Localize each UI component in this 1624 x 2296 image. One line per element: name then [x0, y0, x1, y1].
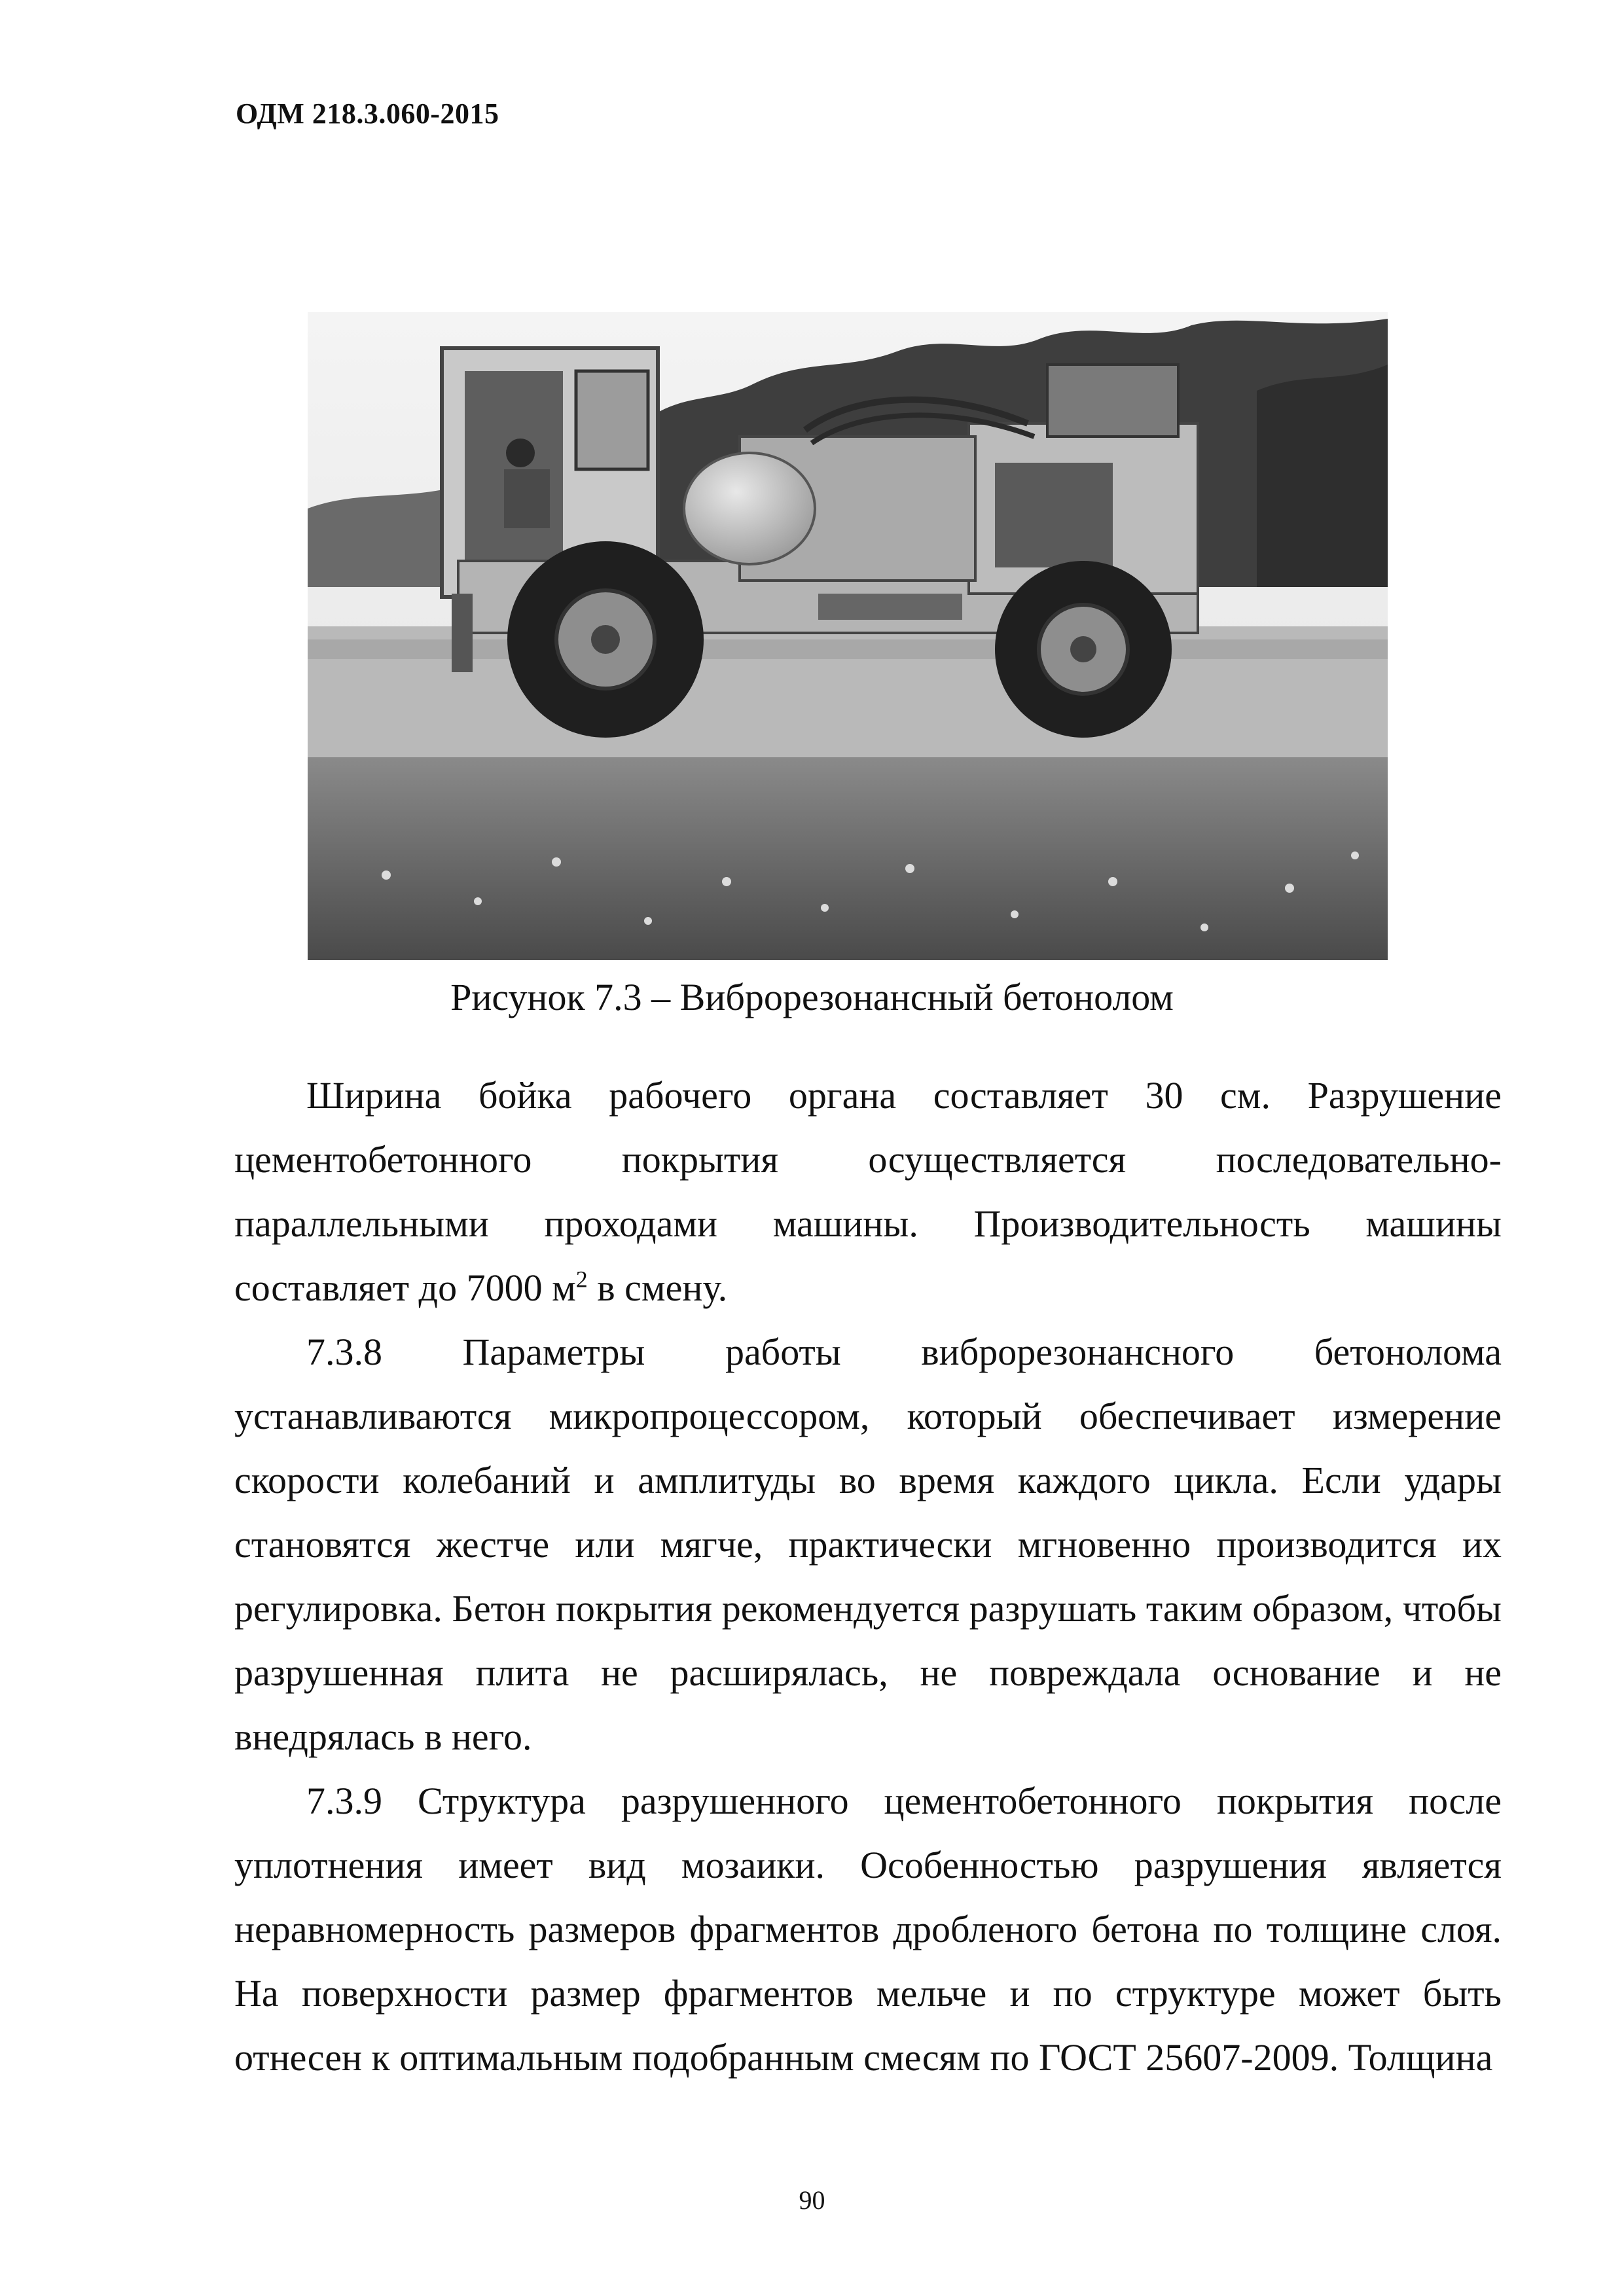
paragraph-breaker-width: [234, 1064, 1502, 1320]
figure-caption: Рисунок 7.3 – Виброрезонансный бетонолом: [450, 976, 1174, 1018]
document-code-header: ОДМ 218.3.060-2015: [236, 98, 499, 130]
paragraph-7-3-8-first-line: 7.3.8 Параметры работы виброрезонансного бетонолома: [306, 1331, 1502, 1373]
square-superscript: 2: [575, 1266, 588, 1293]
paragraph-1-text: Ширина бойка рабочего органа составляет 30 см. Разрушение цементобетонного покрытия осуществляется последовательно-параллельными проходами машины. Производительность машины составляет до 7000 м: [234, 1074, 1502, 1309]
body-text: [234, 1064, 1502, 2090]
page-number: 90: [799, 2185, 825, 2215]
paragraph-7-3-8-rest: устанавливаются микропроцессором, который обеспечивает измерение скорости колебаний и амплитуды во время каждого цикла. Если удары становятся жестче или мягче, практически мгновенно производится их регулировка. Бетон покрытия рекомендуется разрушать таким образом, чтобы разрушенная плита не расширялась, не повреждала основание и не внедрялась в него.: [234, 1395, 1502, 1758]
machine-illustration: [308, 312, 1388, 960]
paragraph-1-tail: в смену.: [587, 1266, 728, 1309]
paragraph-7-3-9: 7.3.9 Структура разрушенного цементобетонного покрытия после уплотнения имеет вид мозаики. Особенностью разрушения является неравномерность размеров фрагментов дробленого бетона по толщине слоя. На поверхности размер фрагментов мельче и по структуре может быть отнесен к оптимальным подобранным смесям по ГОСТ 25607-2009. Толщина: [234, 1780, 1502, 2079]
concrete-breaker-photo: [308, 312, 1388, 960]
